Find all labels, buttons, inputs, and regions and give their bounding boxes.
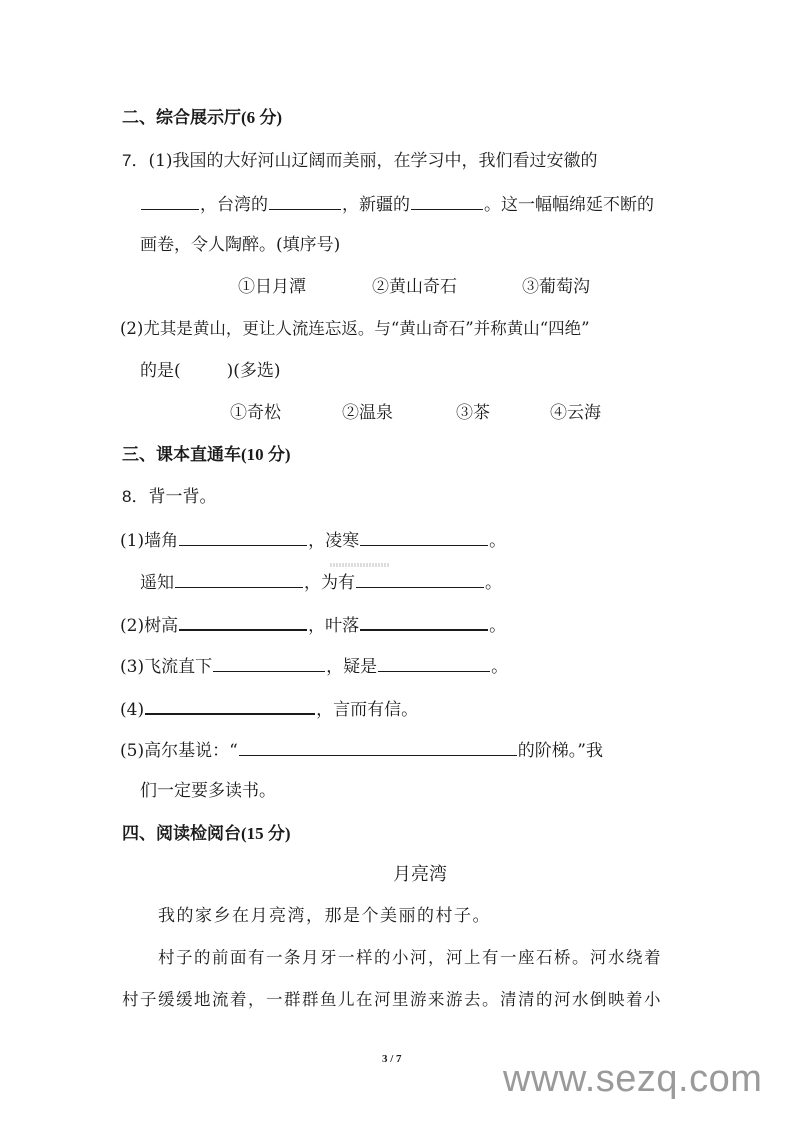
item-end: 。 <box>485 573 502 593</box>
text-segment: ，新疆的 <box>342 195 410 215</box>
item-text: ，叶落 <box>308 616 360 636</box>
item-label: (4) <box>120 700 145 720</box>
section4-heading <box>122 822 291 846</box>
answer-blank[interactable] <box>179 527 307 546</box>
section4-title: 四、阅读检阅台 <box>122 824 241 844</box>
section2-heading <box>122 106 282 130</box>
site-watermark: www.sezq.com <box>503 1058 763 1100</box>
passage-title: 月亮湾 <box>393 864 447 885</box>
answer-blank-anhui[interactable] <box>141 191 199 210</box>
item-text: ，疑是 <box>326 657 378 677</box>
question-number: 7． <box>122 151 149 170</box>
answer-blank[interactable] <box>356 569 484 588</box>
option-4: ④云海 <box>550 403 601 423</box>
answer-blank[interactable] <box>145 695 315 715</box>
q7-part1-line3: 画卷，令人陶醉。(填序号) <box>140 235 341 255</box>
option-1: ①奇松 <box>230 403 281 423</box>
item-text: 的阶梯。”我 <box>517 741 603 761</box>
answer-blank[interactable] <box>378 653 490 672</box>
item-label: (2)树高 <box>120 616 179 636</box>
option-2: ②黄山奇石 <box>372 277 457 297</box>
q8-item-3 <box>120 653 508 679</box>
section3-title: 三、课本直通车 <box>122 445 241 465</box>
passage-paragraph-1: 我的家乡在月亮湾，那是个美丽的村子。 <box>158 906 491 926</box>
text-segment: ，台湾的 <box>200 195 268 215</box>
item-label: (3)飞流直下 <box>120 657 213 677</box>
answer-blank-taiwan[interactable] <box>269 191 341 210</box>
item-end: 。 <box>489 616 507 636</box>
q8-text: 背一背。 <box>148 487 217 507</box>
answer-blank[interactable] <box>213 653 325 672</box>
passage-paragraph-2: 村子的前面有一条月牙一样的小河，河上有一座石桥。河水绕着 <box>158 948 662 967</box>
option-3: ③葡萄沟 <box>522 277 590 297</box>
section3-score: (10 分) <box>241 445 291 464</box>
item-label: (1)墙角 <box>120 531 179 551</box>
answer-blank[interactable] <box>360 611 488 631</box>
text-segment: )(多选) <box>226 361 281 381</box>
answer-blank-xinjiang[interactable] <box>411 191 483 210</box>
section3-heading <box>122 443 291 467</box>
option-3: ③茶 <box>456 403 490 423</box>
passage-paragraph-2-cont: 村子缓缓地流着，一群群鱼儿在河里游来游去。清清的河水倒映着小 <box>122 990 662 1009</box>
q7-part1-line2 <box>140 191 654 217</box>
item-label: 遥知 <box>140 573 174 593</box>
item-end: 。 <box>491 657 509 677</box>
option-2: ②温泉 <box>342 403 393 423</box>
option-1: ①日月潭 <box>238 277 306 297</box>
answer-blank[interactable] <box>360 527 488 546</box>
text-segment: 。这一幅幅绵延不断的 <box>484 195 654 215</box>
answer-blank[interactable] <box>239 737 517 756</box>
q8-item-4 <box>120 695 418 722</box>
text-segment: 的是( <box>140 361 181 381</box>
item-text: ，凌寒 <box>308 531 360 551</box>
q7-text: (1)我国的大好河山辽阔而美丽，在学习中，我们看过安徽的 <box>148 151 598 171</box>
q7-part1-line1 <box>122 149 598 173</box>
item-label: (5)高尔基说：“ <box>120 741 238 761</box>
q7-part1-options <box>238 275 590 299</box>
section4-score: (15 分) <box>241 824 291 843</box>
q7-part2-line1: (2)尤其是黄山，更让人流连忘返。与“黄山奇石”并称黄山“四绝” <box>120 319 590 338</box>
item-end: 。 <box>489 531 507 551</box>
item-text: ，为有 <box>304 573 355 593</box>
q8-item-5 <box>120 737 603 763</box>
item-text: ，言而有信。 <box>316 700 419 720</box>
q8-item-1 <box>120 527 506 553</box>
section2-title: 二、综合展示厅 <box>122 108 241 128</box>
question-number: 8． <box>122 487 149 506</box>
q7-part2-line2 <box>140 359 281 383</box>
page-number: 3 / 7 <box>382 1053 402 1065</box>
q8-continuation: 们一定要多读书。 <box>140 781 276 801</box>
q8-title <box>122 485 216 509</box>
section2-score: (6 分) <box>241 108 283 127</box>
q7-part2-options <box>230 401 601 425</box>
q8-item-1b <box>140 569 502 595</box>
faint-watermark <box>330 563 390 567</box>
answer-blank[interactable] <box>175 569 303 588</box>
q8-item-2 <box>120 611 506 638</box>
answer-blank[interactable] <box>179 611 307 631</box>
